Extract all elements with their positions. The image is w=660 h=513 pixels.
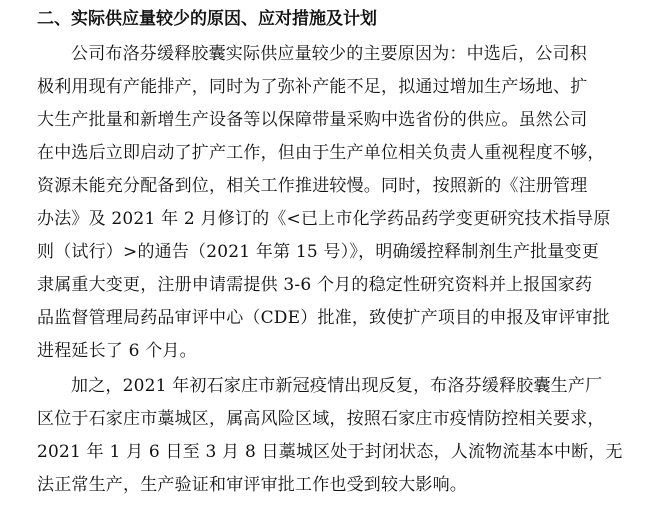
- paragraph-line: 公司布洛芬缓释胶囊实际供应量较少的主要原因为：中选后，公司积: [71, 44, 587, 64]
- paragraph-line: 进程延长了 6 个月。: [37, 341, 197, 361]
- paragraph-line: 办法》及 2021 年 2 月修订的《<已上市化学药品药学变更研究技术指导原: [37, 209, 611, 229]
- paragraph-supply-reasons: [37, 38, 644, 368]
- paragraph-line: 区位于石家庄市藁城区，属高风险区域，按照石家庄市疫情防控相关要求，: [37, 409, 605, 429]
- paragraph-covid-impact: [37, 370, 644, 502]
- paragraph-line: 品监督管理局药品审评中心（CDE）批准，致使扩产项目的申报及审评审批: [37, 308, 610, 328]
- paragraph-line: 加之，2021 年初石家庄市新冠疫情出现反复，布洛芬缓释胶囊生产厂: [71, 376, 603, 396]
- paragraph-line: 在中选后立即启动了扩产工作，但由于生产单位相关负责人重视程度不够，: [37, 143, 605, 163]
- paragraph-line: 2021 年 1 月 6 日至 3 月 8 日藁城区处于封闭状态，人流物流基本中断，无: [37, 442, 623, 462]
- paragraph-line: 极利用现有产能排产，同时为了弥补产能不足，拟通过增加生产场地、扩: [37, 77, 588, 97]
- paragraph-line: 大生产批量和新增生产设备等以保障带量采购中选省份的供应。虽然公司: [37, 110, 588, 130]
- section-heading: 二、实际供应量较少的原因、应对措施及计划: [37, 9, 377, 29]
- paragraph-line: 资源未能充分配备到位，相关工作推进较慢。同时，按照新的《注册管理: [37, 176, 588, 196]
- paragraph-line: 则（试行）>的通告（2021 年第 15 号）》，明确缓控释制剂生产批量变更: [37, 242, 599, 262]
- paragraph-line: 法正常生产，生产验证和审评审批工作也受到较大影响。: [37, 475, 467, 495]
- paragraph-line: 隶属重大变更，注册申请需提供 3-6 个月的稳定性研究资料并上报国家药: [37, 275, 593, 295]
